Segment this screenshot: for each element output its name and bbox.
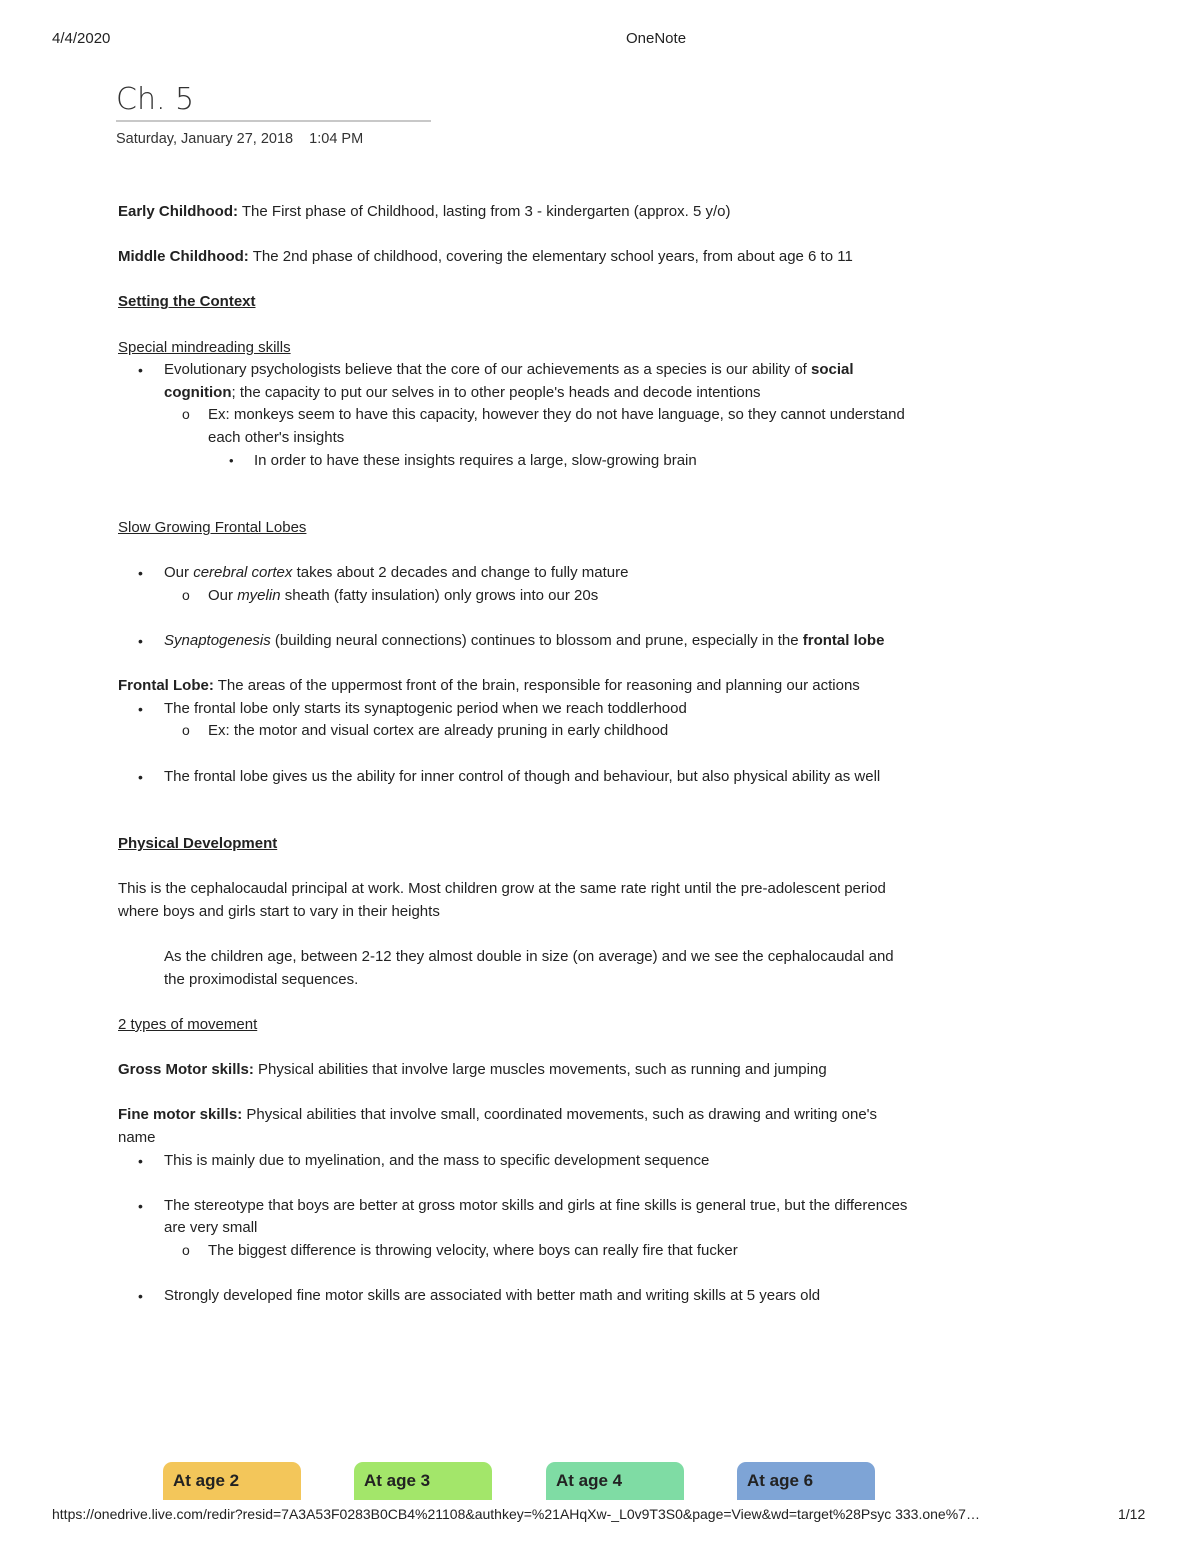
list-item: • Our cerebral cortex takes about 2 decades and change to fully mature — [118, 562, 908, 585]
list-item: o Ex: the motor and visual cortex are already pruning in early childhood — [118, 720, 908, 743]
page-number: 1/12 — [1118, 1506, 1146, 1522]
print-date: 4/4/2020 — [52, 30, 111, 47]
fine-motor-list — [118, 1150, 908, 1173]
frontal-lobe-list — [118, 698, 908, 743]
list-item: o Ex: monkeys seem to have this capacity, however they do not have language, so they cannot understand each other's insights — [118, 404, 908, 449]
frontal-lobes-list — [118, 562, 908, 607]
physical-indented-paragraph: As the children age, between 2-12 they almost double in size (on average) and we see the cephalocaudal and the proximodistal sequences. — [164, 948, 894, 988]
page-title: Ch. 5 — [116, 82, 195, 117]
heading-setting-context: Setting the Context — [118, 293, 256, 311]
physical-paragraph: This is the cephalocaudal principal at work. Most children grow at the same rate right until the pre-adolescent period where boys and girls start to vary in their heights — [118, 880, 886, 921]
fine-motor-definition: Fine motor skills: Physical abilities that involve small, coordinated movements, such as drawing and writing one's name — [118, 1106, 878, 1146]
heading-physical-development: Physical Development — [118, 835, 278, 853]
list-item: • The stereotype that boys are better at gross motor skills and girls at fine skills is general true, but the differences are very small — [118, 1195, 908, 1240]
age-tab-2: At age 2 — [163, 1462, 301, 1500]
list-item: o Our myelin sheath (fatty insulation) only grows into our 20s — [118, 585, 908, 608]
mindreading-list — [118, 359, 908, 472]
age-tab-6: At age 6 — [737, 1462, 875, 1500]
middle-childhood-definition: Middle Childhood: The 2nd phase of childhood, covering the elementary school years, from about age 6 to 11 — [118, 248, 853, 266]
list-item: o The biggest difference is throwing velocity, where boys can really fire that fucker — [118, 1240, 908, 1263]
frontal-lobe-list-2 — [118, 766, 908, 789]
list-item: • The frontal lobe gives us the ability for inner control of though and behaviour, but also physical ability as well — [118, 766, 908, 789]
heading-mindreading: Special mindreading skills — [118, 338, 291, 356]
list-item: • Strongly developed fine motor skills are associated with better math and writing skills at 5 years old — [118, 1285, 908, 1308]
list-item: • Synaptogenesis (building neural connections) continues to blossom and prune, especially in the frontal lobe — [118, 630, 908, 653]
age-tabs-image — [0, 1462, 1200, 1500]
page-created-date: Saturday, January 27, 2018 1:04 PM — [116, 131, 364, 147]
list-item: • Evolutionary psychologists believe that the core of our achievements as a species is our ability of social cognition; the capacity to put our selves in to other people's heads and decode intentions — [118, 359, 908, 404]
note-body — [118, 201, 908, 1308]
app-name: OneNote — [626, 30, 687, 47]
list-item: • This is mainly due to myelination, and the mass to specific development sequence — [118, 1150, 908, 1173]
age-tab-3: At age 3 — [354, 1462, 492, 1500]
frontal-lobe-definition: Frontal Lobe: The areas of the uppermost front of the brain, responsible for reasoning and planning our actions — [118, 677, 860, 695]
source-url: https://onedrive.live.com/redir?resid=7A3A53F0283B0CB4%21108&authkey=%21AHqXw-_L0v9T3S0&page=View&wd=target%28Psyc 333.one%7… — [52, 1506, 980, 1522]
fine-motor-list-2 — [118, 1195, 908, 1263]
fine-motor-list-3 — [118, 1285, 908, 1308]
list-item: • The frontal lobe only starts its synaptogenic period when we reach toddlerhood — [118, 698, 908, 721]
heading-frontal-lobes: Slow Growing Frontal Lobes — [118, 519, 307, 537]
age-tab-4: At age 4 — [546, 1462, 684, 1500]
title-underline — [116, 120, 431, 122]
heading-movement-types: 2 types of movement — [118, 1016, 258, 1033]
early-childhood-definition: Early Childhood: The First phase of Childhood, lasting from 3 - kindergarten (approx. 5 y/o) — [118, 203, 731, 220]
list-item: • In order to have these insights requires a large, slow-growing brain — [118, 450, 908, 473]
synaptogenesis-list — [118, 630, 908, 653]
gross-motor-definition: Gross Motor skills: Physical abilities that involve large muscles movements, such as running and jumping — [118, 1061, 827, 1079]
